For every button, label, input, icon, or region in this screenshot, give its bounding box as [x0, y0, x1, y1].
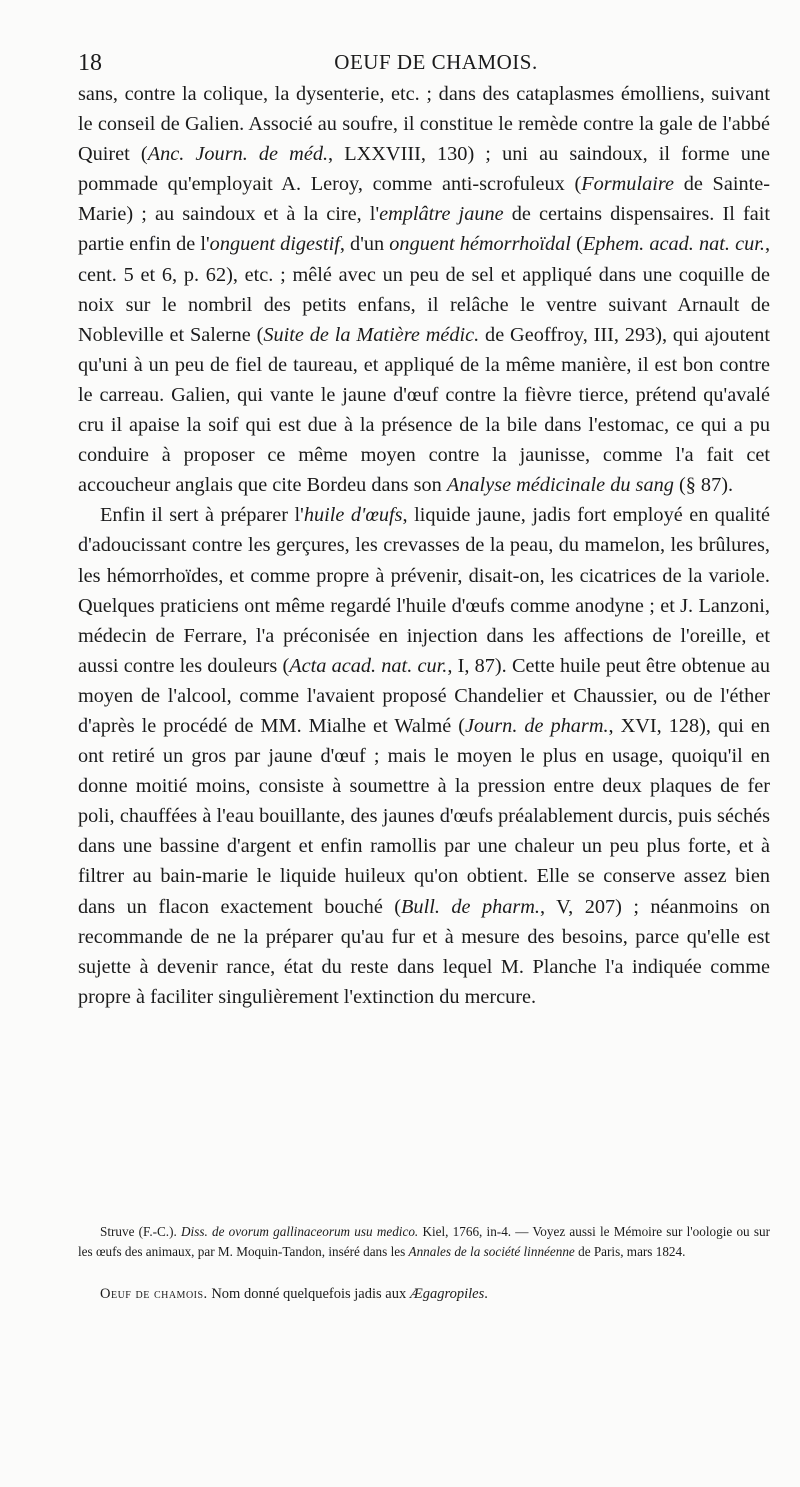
dictionary-entry [100, 1284, 770, 1304]
paragraph-2 [78, 500, 770, 1012]
text-run: de certains dispensaires. Il fait partie enfin de l' [78, 203, 770, 256]
text-run: (§ 87). [673, 474, 734, 497]
citation-italic: Anc. Journ. de méd. [147, 143, 329, 166]
citation-italic: Analyse médicinale du sang [446, 474, 674, 497]
paragraph-1 [78, 79, 770, 500]
citation-italic: Acta acad. nat. cur. [289, 654, 448, 677]
citation-italic: Formulaire [581, 173, 674, 196]
page-number: 18 [78, 50, 102, 76]
running-title: OEUF DE CHAMOIS. [334, 50, 538, 74]
bibliography-note [78, 1222, 770, 1262]
entry-headword: Oeuf de chamois. [100, 1286, 208, 1302]
text-run: de Paris, mars 1824. [574, 1244, 686, 1259]
main-text [78, 79, 770, 1012]
text-run: de Geoffroy, III, 293), qui ajoutent qu'uni à un peu de fiel de taureau, et appliqué de la même manière, il est bon contre le carreau. Galien, qui vante le jaune d'œuf contre la fièvre tierce, prétend qu'avalé cru il apaise la soif qui est due à la présence de la bile dans l'estomac, ce qui a pu conduire à proposer ce même moyen contre la jaunisse, comme l'a fait cet accoucheur anglais que cite Bordeu dans son [78, 323, 770, 497]
text-run: Kiel, 1766, in-4. — Voyez aussi le Mémoire sur l'oologie ou sur les œufs des animaux, par M. Moquin-Tandon, inséré dans les [78, 1224, 770, 1259]
term-italic: onguent hémorrhoïdal [389, 233, 571, 256]
citation-italic: Ephem. acad. nat. cur. [582, 233, 765, 256]
citation-italic: Suite de la Matière médic. [263, 323, 480, 346]
term-italic: emplâtre jaune [379, 203, 504, 226]
running-head [78, 50, 764, 80]
citation-italic: Bull. de pharm. [401, 895, 540, 918]
text-run: , liquide jaune, jadis fort employé en qualité d'adoucissant contre les gerçures, les crevasses de la peau, du mamelon, les brûlures, les hémorrhoïdes, et comme propre à prévenir, disait-on, les cicatrices de la variole. Quelques praticiens ont même regardé l'huile d'œufs comme anodyne ; et J. Lanzoni, médecin de Ferrare, l'a préconisée en injection dans les affections de l'oreille, et aussi contre les douleurs ( [78, 504, 770, 677]
citation-italic: Diss. de ovorum gallinaceorum usu medico. [181, 1224, 419, 1239]
citation-italic: Journ. de pharm. [465, 714, 609, 737]
text-run: , LXXVIII, 130) ; uni au saindoux, il forme une pommade qu'employait A. Leroy, comme anti-scrofuleux ( [78, 143, 771, 196]
text-run: , cent. 5 et 6, p. 62), etc. ; mêlé avec un peu de sel et appliqué dans une coquille de noix sur le nombril des petits enfans, il relâche le ventre suivant Arnault de Nobleville et Salerne ( [78, 233, 771, 346]
text-run: , d'un [339, 233, 390, 256]
text-run: , XVI, 128), qui en ont retiré un gros par jaune d'œuf ; mais le moyen le plus en usage, quoiqu'il en donne moitié moins, consiste à soumettre à la pression entre deux plaques de fer poli, chauffées à l'eau bouillante, des jaunes d'œufs préalablement durcis, puis séchés dans une bassine d'argent et enfin ramollis par une chaleur un peu plus forte, et à filtrer au bain-marie le liquide huileux qu'on obtient. Elle se conserve assez bien dans un flacon exactement bouché ( [78, 714, 770, 918]
text-run: ( [570, 233, 583, 256]
text-run: , I, 87). Cette huile peut être obtenue au moyen de l'alcool, comme l'avaient proposé Chandelier et Chaussier, ou de l'éther d'après le procédé de MM. Mialhe et Walmé ( [78, 654, 770, 737]
text-run: Nom donné quelquefois jadis aux [207, 1286, 410, 1302]
text-run: Enfin il sert à préparer l' [100, 504, 304, 527]
text-run: de Sainte-Marie) ; au saindoux et à la cire, l' [78, 173, 770, 226]
text-run: . [484, 1286, 488, 1302]
text-run: , V, 207) ; néanmoins on recommande de ne la préparer qu'au fur et à mesure des besoins, parce qu'elle est sujette à devenir rance, état du reste dans lequel M. Planche l'a indiquée comme propre à faciliter singulièrement l'extinction du mercure. [78, 895, 771, 1008]
text-run: sans, contre la colique, la dysenterie, etc. ; dans des cataplasmes émolliens, suivant le conseil de Galien. Associé au soufre, il constitue le remède contre la gale de l'abbé Quiret ( [78, 83, 770, 166]
term-italic: Ægagropiles [409, 1286, 485, 1302]
term-italic: huile d'œufs [303, 504, 403, 527]
citation-italic: Annales de la société linnéenne [408, 1244, 575, 1259]
term-italic: onguent digestif [209, 233, 340, 256]
text-run: Struve (F.-C.). [100, 1224, 182, 1239]
